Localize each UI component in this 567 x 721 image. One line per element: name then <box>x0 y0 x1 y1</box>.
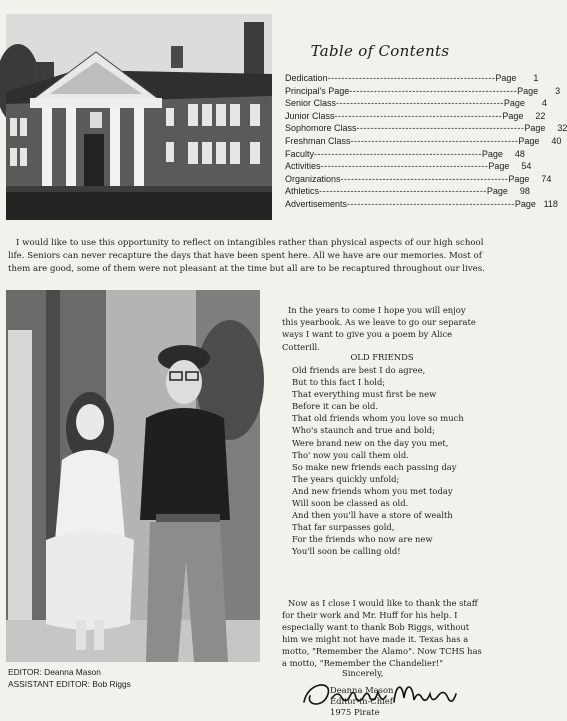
toc-page-label: Page <box>503 98 525 109</box>
poem-line: Were brand new on the day you met, <box>292 437 449 448</box>
toc-entry-page: 54 <box>521 161 532 172</box>
poem-line: The years quickly unfold; <box>292 473 400 484</box>
poem-line: Who's staunch and true and bold; <box>292 425 435 436</box>
toc-page-label: Page <box>517 85 539 96</box>
toc-entry-name: Dedication <box>285 73 328 83</box>
signer-year: 1975 Pirate <box>330 707 380 717</box>
toc-entry-name: Organizations <box>285 173 341 184</box>
signer-title: Editor-in-Chief <box>330 696 393 706</box>
toc-entry <box>285 160 532 173</box>
toc-leader: ------------------------------------------------ <box>320 161 489 172</box>
toc-page-label: Page <box>488 161 510 172</box>
toc-leader: ------------------------------------------------ <box>356 123 525 134</box>
toc-leader: ------------------------------------------------ <box>334 110 503 121</box>
toc-entry-name: Principal's Page <box>285 85 350 96</box>
toc-page-label: Page <box>518 135 540 146</box>
toc-entry <box>285 173 552 186</box>
editor-credit: EDITOR: Deanna Mason <box>8 667 101 677</box>
toc-entry-page: 74 <box>541 173 552 184</box>
poem-line: So make new friends each passing day <box>292 461 457 472</box>
intro-paragraph: I would like to use this opportunity to reflect on intangibles rather than physical aspects of our high school life. Seniors can never recapture the days that have been spent here. All we have are our memories. Most of them are good, some of them were not pleasant at the time but all are to be recaptured throughout our lives. <box>8 238 485 275</box>
toc-entry <box>285 97 547 110</box>
letter-paragraph: In the years to come I hope you will enjoy this yearbook. As we leave to go our separate ways I want to give you a poem by Alice Cotterill. <box>282 305 476 352</box>
table-of-contents <box>285 72 567 211</box>
toc-entry-name: Sophomore Class <box>285 123 357 134</box>
toc-entry-page: 48 <box>514 148 525 159</box>
school-building-illustration <box>6 14 272 220</box>
assistant-editor-credit: ASSISTANT EDITOR: Bob Riggs <box>8 678 131 689</box>
school-building-photo <box>6 14 272 220</box>
toc-leader: ------------------------------------------------ <box>340 173 509 184</box>
toc-entry-page: 98 <box>519 186 530 197</box>
toc-leader: ------------------------------------------------ <box>336 98 504 109</box>
poem <box>292 364 484 558</box>
toc-title: Table of Contents <box>310 42 450 60</box>
signer-block <box>330 685 393 718</box>
poem-line: But to this fact I hold; <box>292 377 386 388</box>
toc-page-label: Page <box>486 186 508 197</box>
poem-line: That far surpasses gold, <box>292 522 395 533</box>
poem-line: You'll soon be calling old! <box>292 546 401 557</box>
toc-leader: ------------------------------------------------ <box>347 198 515 209</box>
poem-title: OLD FRIENDS <box>350 352 414 362</box>
sincerely: Sincerely, <box>342 668 384 678</box>
toc-entry-name: Junior Class <box>285 110 335 121</box>
photo-credits <box>8 667 131 690</box>
poem-line: That everything must first be new <box>292 389 437 400</box>
poem-line: And new friends whom you met today <box>292 485 453 496</box>
toc-page-label: Page <box>508 173 530 184</box>
poem-line: Old friends are best I do agree, <box>292 365 426 375</box>
poem-line: And then you'll have a store of wealth <box>292 510 453 521</box>
poem-line: For the friends who now are new <box>292 534 433 545</box>
toc-entry <box>285 85 561 98</box>
toc-page-label: Page <box>502 110 524 121</box>
closing-paragraph: Now as I close I would like to thank the staff for their work and Mr. Huff for his help. I especially want to thank Bob Riggs, without him we might not have made it. Texas has a motto, "Remember the Alamo". Now TCHS has a motto, "Remember the Chandelier!" <box>282 598 482 669</box>
toc-page-label: Page <box>514 198 536 209</box>
toc-entry-page: 22 <box>535 110 546 121</box>
toc-leader: ------------------------------------------------ <box>319 186 487 197</box>
poem-line: That old friends whom you love so much <box>292 413 464 424</box>
toc-entry-page: 118 <box>543 198 558 209</box>
poem-line: Before it can be old. <box>292 401 379 412</box>
toc-entry <box>285 122 567 135</box>
editors-illustration <box>6 290 260 662</box>
toc-entry <box>285 198 558 211</box>
toc-leader: ------------------------------------------------ <box>349 85 518 96</box>
toc-leader: ------------------------------------------------ <box>350 135 519 146</box>
toc-entry-page: 3 <box>555 85 561 96</box>
toc-entry-name: Freshman Class <box>285 135 351 146</box>
toc-entry <box>285 110 546 123</box>
poem-line: Will soon be classed as old. <box>292 498 409 509</box>
toc-entry-name: Faculty <box>285 148 315 159</box>
toc-page-label: Page <box>481 148 503 159</box>
toc-page-label: Page <box>495 73 517 83</box>
toc-entry-name: Activities <box>285 161 321 172</box>
toc-entry <box>285 148 525 161</box>
toc-entry-page: 32 <box>557 123 567 134</box>
toc-entry-page: 1 <box>533 73 539 83</box>
toc-entry-page: 40 <box>551 135 562 146</box>
toc-leader: ------------------------------------------------ <box>327 73 496 83</box>
toc-entry <box>285 135 562 148</box>
toc-entry-name: Athletics <box>285 186 320 197</box>
toc-entry-name: Senior Class <box>285 98 337 109</box>
toc-entry <box>285 185 530 198</box>
toc-entry-page: 4 <box>541 98 547 109</box>
toc-page-label: Page <box>524 123 546 134</box>
signer-name: Deanna Mason <box>330 685 394 695</box>
poem-line: Tho' now you call them old. <box>292 449 409 460</box>
toc-entry <box>285 72 539 85</box>
toc-entry-name: Advertisements <box>285 198 348 209</box>
toc-leader: ------------------------------------------------ <box>314 148 482 159</box>
editors-photo <box>6 290 260 662</box>
